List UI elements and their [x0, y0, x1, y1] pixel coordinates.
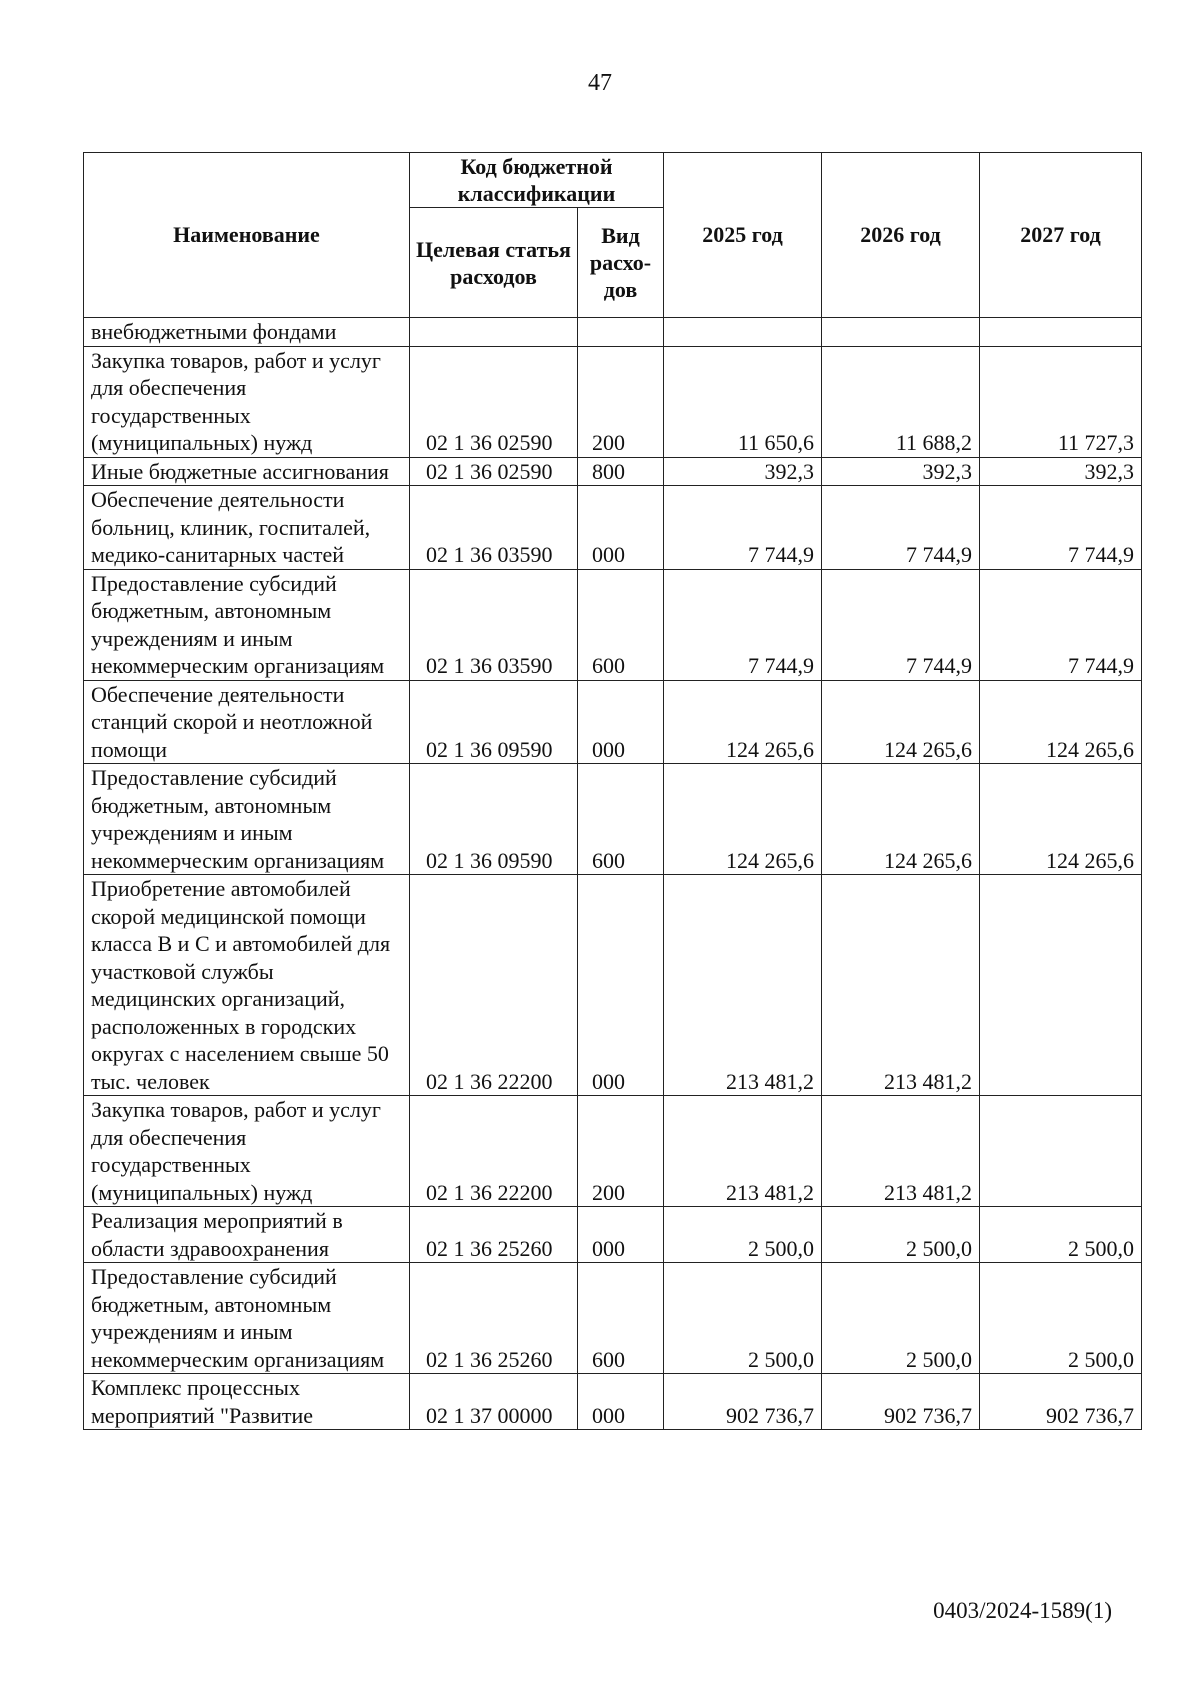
cell-name: Закупка товаров, работ и услуг для обеспечения государственных (муниципальных) нужд — [84, 1096, 410, 1207]
cell-2025: 124 265,6 — [664, 764, 822, 875]
cell-2027 — [980, 318, 1142, 347]
cell-2026: 2 500,0 — [822, 1207, 980, 1263]
cell-target-code: 02 1 36 03590 — [410, 569, 578, 680]
table-row — [84, 1207, 1142, 1263]
cell-target-code: 02 1 37 00000 — [410, 1374, 578, 1430]
cell-name: Приобретение автомобилей скорой медицинской помощи класса В и С и автомобилей для участковой службы медицинских организаций, расположенных в городских округах с населением свыше 50 тыс. человек — [84, 875, 410, 1096]
table-row — [84, 1374, 1142, 1430]
cell-2025: 2 500,0 — [664, 1263, 822, 1374]
header-name: Наименование — [84, 153, 410, 318]
table-row — [84, 457, 1142, 486]
cell-expense-kind: 000 — [578, 1374, 664, 1430]
cell-name: Закупка товаров, работ и услуг для обеспечения государственных (муниципальных) нужд — [84, 346, 410, 457]
table-row — [84, 764, 1142, 875]
cell-2025: 902 736,7 — [664, 1374, 822, 1430]
cell-2025: 7 744,9 — [664, 569, 822, 680]
cell-name: Иные бюджетные ассигнования — [84, 457, 410, 486]
cell-expense-kind: 000 — [578, 486, 664, 570]
cell-expense-kind: 600 — [578, 1263, 664, 1374]
cell-target-code: 02 1 36 03590 — [410, 486, 578, 570]
table-header — [84, 153, 1142, 318]
cell-name: Обеспечение деятельности больниц, клиник, госпиталей, медико-санитарных частей — [84, 486, 410, 570]
cell-2026: 124 265,6 — [822, 680, 980, 764]
cell-2026: 2 500,0 — [822, 1263, 980, 1374]
cell-expense-kind: 200 — [578, 346, 664, 457]
cell-expense-kind: 000 — [578, 1207, 664, 1263]
header-target: Целевая статья расходов — [410, 208, 578, 318]
table-row — [84, 875, 1142, 1096]
cell-target-code — [410, 318, 578, 347]
cell-2027: 902 736,7 — [980, 1374, 1142, 1430]
cell-2027 — [980, 875, 1142, 1096]
table-row — [84, 486, 1142, 570]
cell-name: Обеспечение деятельности станций скорой и неотложной помощи — [84, 680, 410, 764]
header-row-top — [84, 153, 1142, 208]
cell-2027: 124 265,6 — [980, 680, 1142, 764]
cell-expense-kind: 000 — [578, 680, 664, 764]
header-2025: 2025 год — [664, 153, 822, 318]
header-kind: Вид расхо-дов — [578, 208, 664, 318]
cell-2026 — [822, 318, 980, 347]
cell-expense-kind: 200 — [578, 1096, 664, 1207]
cell-target-code: 02 1 36 09590 — [410, 680, 578, 764]
table-row — [84, 680, 1142, 764]
cell-name: Комплекс процессных мероприятий "Развитие — [84, 1374, 410, 1430]
cell-2026: 213 481,2 — [822, 1096, 980, 1207]
cell-name: внебюджетными фондами — [84, 318, 410, 347]
table-body — [84, 318, 1142, 1430]
cell-2027: 7 744,9 — [980, 569, 1142, 680]
cell-target-code: 02 1 36 25260 — [410, 1207, 578, 1263]
cell-expense-kind — [578, 318, 664, 347]
cell-2026: 7 744,9 — [822, 486, 980, 570]
cell-2027: 7 744,9 — [980, 486, 1142, 570]
cell-name: Предоставление субсидий бюджетным, автономным учреждениям и иным некоммерческим организациям — [84, 1263, 410, 1374]
budget-table — [83, 152, 1142, 1430]
cell-2025: 392,3 — [664, 457, 822, 486]
cell-target-code: 02 1 36 02590 — [410, 346, 578, 457]
table-row — [84, 569, 1142, 680]
cell-2025: 124 265,6 — [664, 680, 822, 764]
cell-2027: 2 500,0 — [980, 1263, 1142, 1374]
cell-2025: 7 744,9 — [664, 486, 822, 570]
cell-2025: 213 481,2 — [664, 875, 822, 1096]
cell-2026: 213 481,2 — [822, 875, 980, 1096]
cell-2025 — [664, 318, 822, 347]
cell-2025: 2 500,0 — [664, 1207, 822, 1263]
header-2027: 2027 год — [980, 153, 1142, 318]
cell-2027: 124 265,6 — [980, 764, 1142, 875]
cell-name: Предоставление субсидий бюджетным, автономным учреждениям и иным некоммерческим организациям — [84, 764, 410, 875]
cell-2026: 902 736,7 — [822, 1374, 980, 1430]
cell-target-code: 02 1 36 22200 — [410, 875, 578, 1096]
cell-name: Предоставление субсидий бюджетным, автономным учреждениям и иным некоммерческим организациям — [84, 569, 410, 680]
cell-expense-kind: 600 — [578, 764, 664, 875]
cell-expense-kind: 800 — [578, 457, 664, 486]
header-code-group: Код бюджетной классификации — [410, 153, 664, 208]
cell-2027: 11 727,3 — [980, 346, 1142, 457]
cell-2026: 11 688,2 — [822, 346, 980, 457]
table-row — [84, 1263, 1142, 1374]
table-row — [84, 318, 1142, 347]
header-2026: 2026 год — [822, 153, 980, 318]
cell-expense-kind: 000 — [578, 875, 664, 1096]
table-row — [84, 1096, 1142, 1207]
cell-name: Реализация мероприятий в области здравоохранения — [84, 1207, 410, 1263]
page-number: 47 — [588, 70, 612, 96]
cell-target-code: 02 1 36 22200 — [410, 1096, 578, 1207]
cell-2026: 7 744,9 — [822, 569, 980, 680]
document-code: 0403/2024-1589(1) — [933, 1598, 1112, 1623]
cell-2025: 213 481,2 — [664, 1096, 822, 1207]
cell-2027: 2 500,0 — [980, 1207, 1142, 1263]
table-row — [84, 346, 1142, 457]
cell-expense-kind: 600 — [578, 569, 664, 680]
cell-target-code: 02 1 36 02590 — [410, 457, 578, 486]
cell-2027 — [980, 1096, 1142, 1207]
cell-target-code: 02 1 36 25260 — [410, 1263, 578, 1374]
cell-2026: 124 265,6 — [822, 764, 980, 875]
cell-2025: 11 650,6 — [664, 346, 822, 457]
cell-target-code: 02 1 36 09590 — [410, 764, 578, 875]
cell-2026: 392,3 — [822, 457, 980, 486]
cell-2027: 392,3 — [980, 457, 1142, 486]
